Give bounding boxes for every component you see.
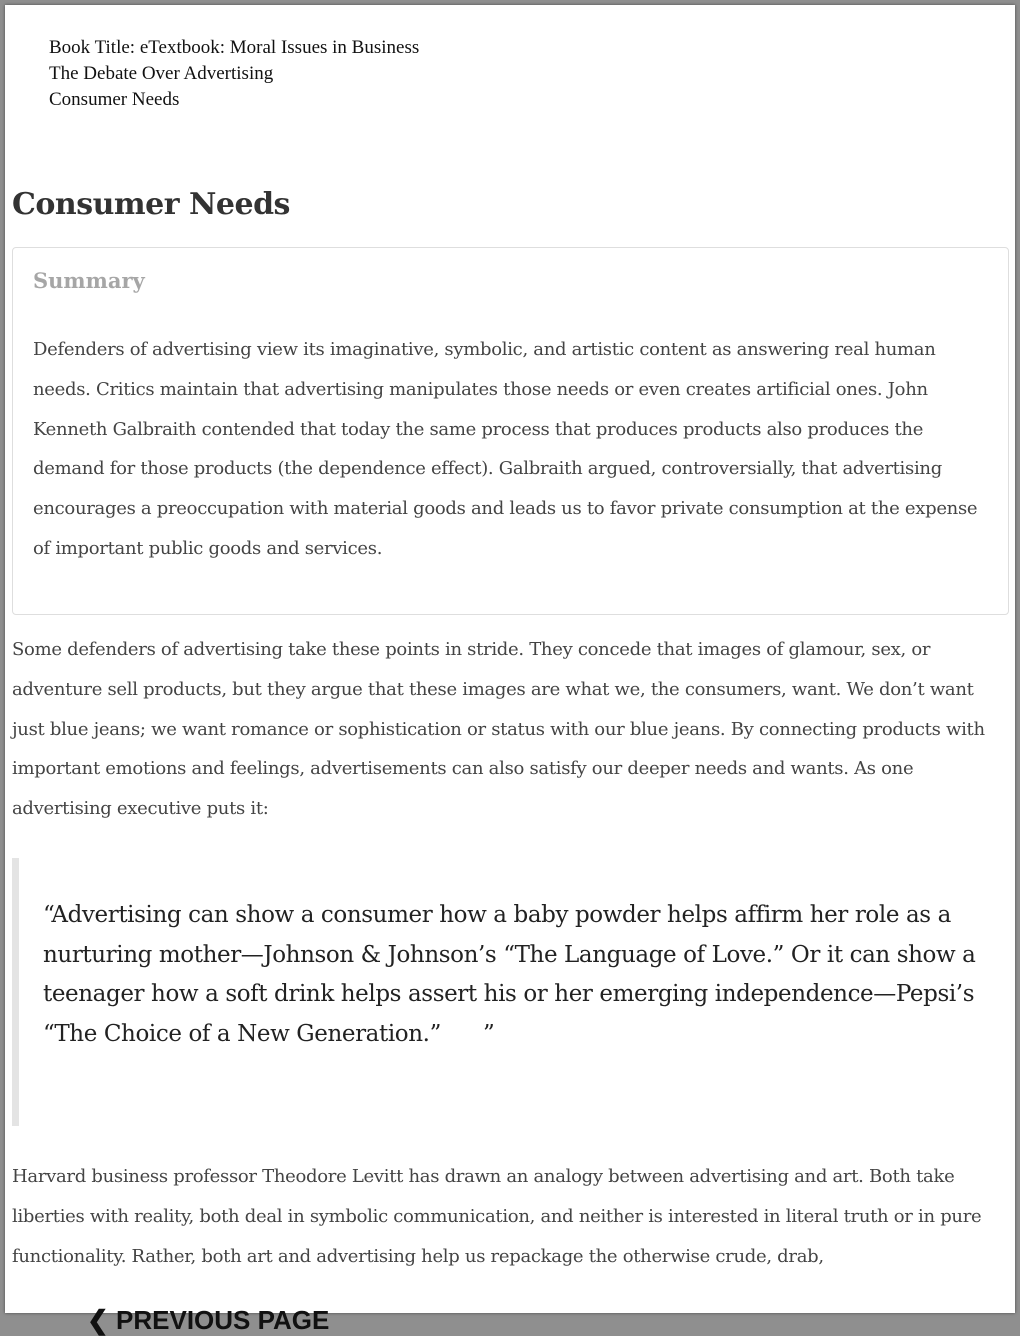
summary-box — [12, 247, 1009, 615]
book-header — [49, 35, 419, 113]
page-title: Consumer Needs — [12, 187, 290, 222]
summary-text: Defenders of advertising view its imaginative, symbolic, and artistic content as answering real human needs. Critics maintain that advertising manipulates those needs or even creates artificial ones. John Kenneth Galbraith contended that today the same process that produces products also produces the demand for those products (the dependence effect). Galbraith argued, controversially, that advertising encourages a preoccupation with material goods and leads us to favor private consumption at the expense of important public goods and services. — [33, 339, 978, 559]
body-paragraph: Harvard business professor Theodore Levitt has drawn an analogy between advertising and art. Both take liberties with reality, both deal in symbolic communication, and neither is interested in literal truth or in pure functionality. Rather, both art and advertising help us repackage the otherwise crude, drab, — [12, 1166, 982, 1267]
section-title: Consumer Needs — [49, 89, 180, 110]
quote-body: “Advertising can show a consumer how a baby powder helps affirm her role as a nurturing mother—Johnson & Johnson’s “The Language of Love.” Or it can show a teenager how a soft drink helps assert his or her emerging independence—Pepsi’s “The Choice of a New Generation.” — [43, 902, 976, 1048]
chapter-title: The Debate Over Advertising — [49, 63, 274, 84]
body-paragraph: Some defenders of advertising take these points in stride. They concede that images of glamour, sex, or adventure sell products, but they argue that these images are what we, the consumers, want. We don’t want just blue jeans; we want romance or sophistication or status with our blue jeans. By connecting products with important emotions and feelings, advertisements can also satisfy our deeper needs and wants. As one advertising executive puts it: — [12, 639, 985, 820]
quote-text — [43, 896, 1018, 1055]
quote-closing-mark: ” — [482, 1021, 495, 1048]
summary-heading: Summary — [33, 268, 145, 293]
document-page — [5, 5, 1015, 1335]
blockquote — [12, 858, 1012, 1126]
previous-page-link[interactable] — [87, 1305, 329, 1336]
chevron-left-icon: ❮ — [87, 1305, 109, 1335]
previous-page-label: PREVIOUS PAGE — [116, 1305, 330, 1335]
book-title: Book Title: eTextbook: Moral Issues in Business — [49, 37, 420, 58]
